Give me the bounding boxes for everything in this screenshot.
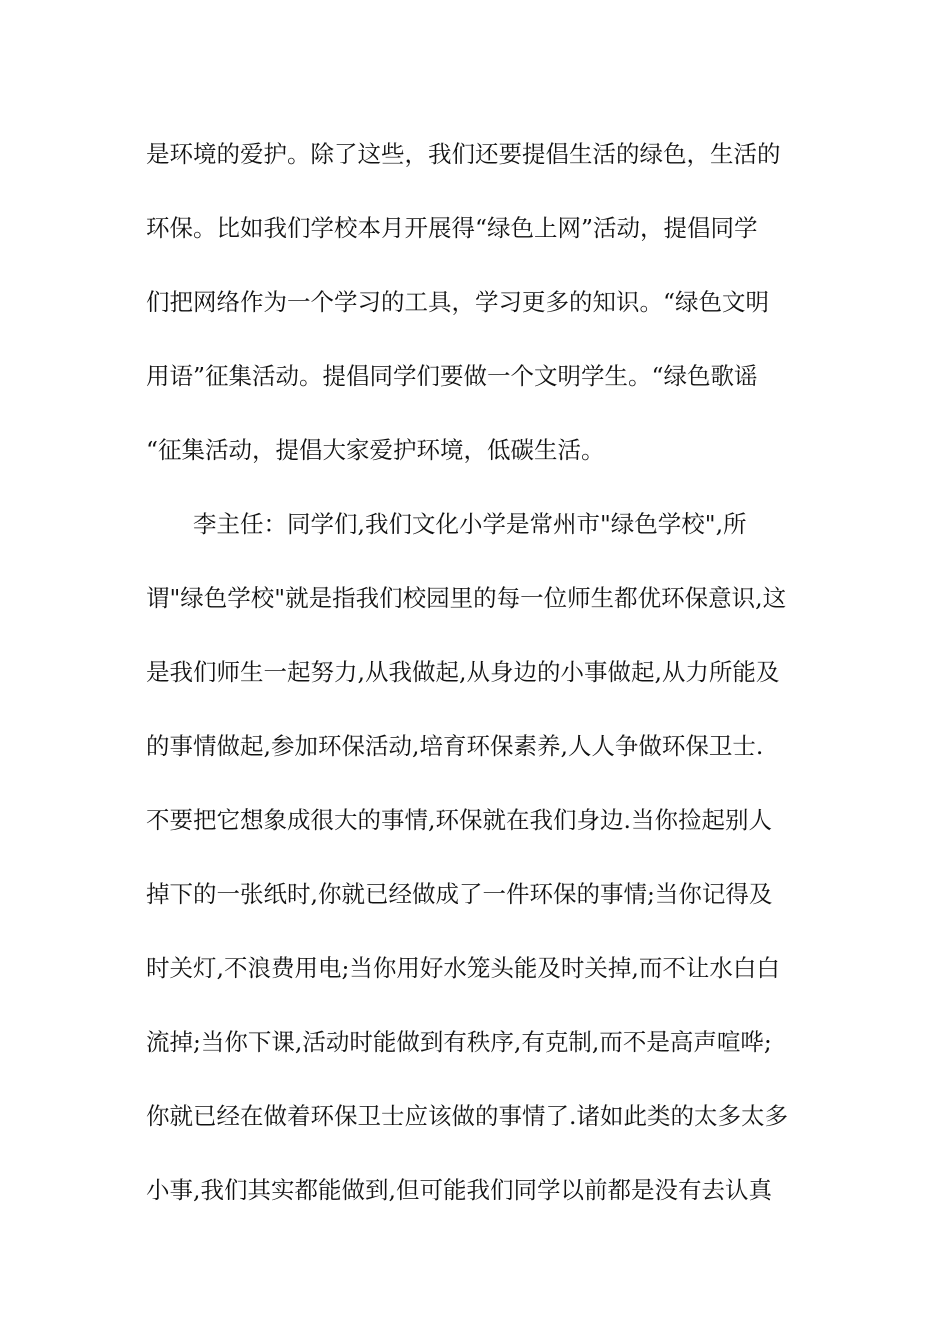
text-line: 是环境的爱护。除了这些，我们还要提倡生活的绿色，生活的 <box>146 140 781 168</box>
body-text <box>146 124 806 1234</box>
text-line: 谓"绿色学校"就是指我们校园里的每一位师生都优环保意识,这 <box>146 584 787 612</box>
text-line: 环保。比如我们学校本月开展得“绿色上网”活动，提倡同学 <box>146 214 758 242</box>
text-line: 不要把它想象成很大的事情,环保就在我们身边.当你捡起别人 <box>146 806 772 834</box>
text-line: 用语”征集活动。提倡同学们要做一个文明学生。“绿色歌谣 <box>146 362 758 390</box>
text-line: 们把网络作为一个学习的工具，学习更多的知识。“绿色文明 <box>146 288 770 316</box>
text-line: 是我们师生一起努力,从我做起,从身边的小事做起,从力所能及 <box>146 658 780 686</box>
text-line: 的事情做起,参加环保活动,培育环保素养,人人争做环保卫士. <box>146 732 764 760</box>
text-line: 小事,我们其实都能做到,但可能我们同学以前都是没有去认真 <box>146 1176 772 1204</box>
paragraph-start-line: 李主任：同学们,我们文化小学是常州市"绿色学校",所 <box>193 510 747 538</box>
text-line: “征集活动，提倡大家爱护环境，低碳生活。 <box>146 436 605 464</box>
text-line: 时关灯,不浪费用电;当你用好水笼头能及时关掉,而不让水白白 <box>146 954 780 982</box>
text-line: 掉下的一张纸时,你就已经做成了一件环保的事情;当你记得及 <box>146 880 773 908</box>
text-line: 你就已经在做着环保卫士应该做的事情了.诸如此类的太多太多 <box>146 1102 788 1130</box>
text-line: 流掉;当你下课,活动时能做到有秩序,有克制,而不是高声喧哗; <box>146 1028 772 1056</box>
